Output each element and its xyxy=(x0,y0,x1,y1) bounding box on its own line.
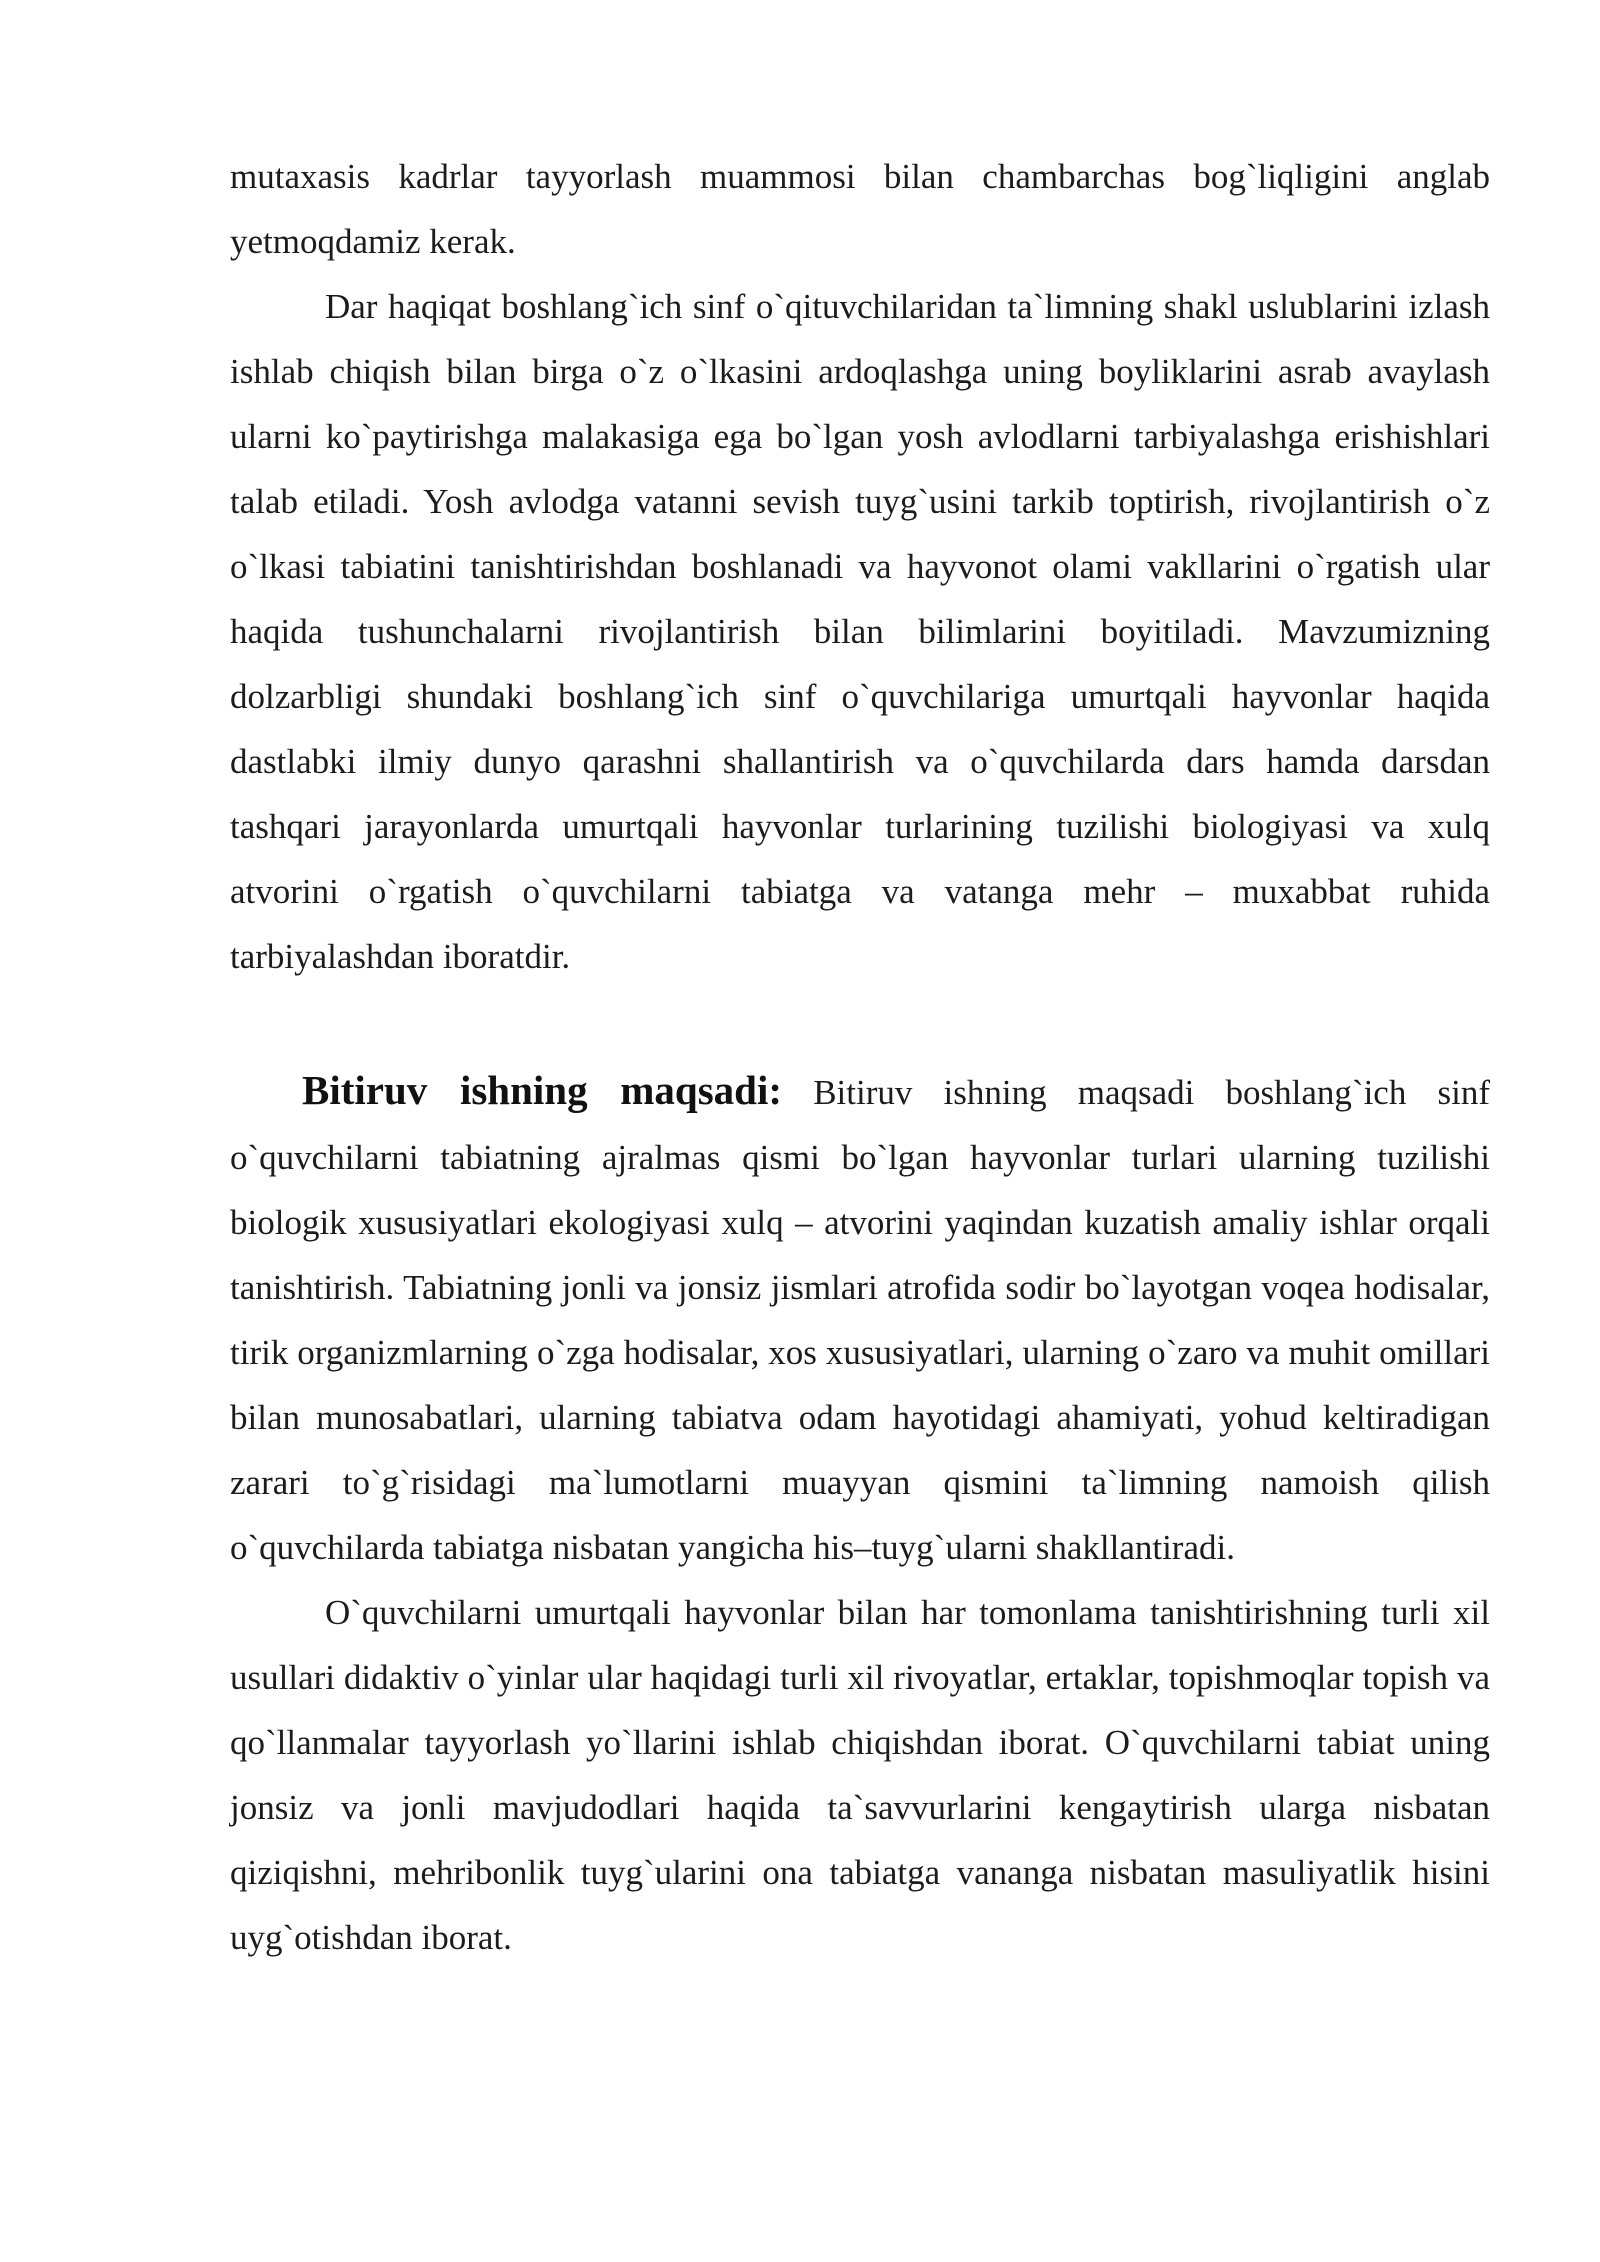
paragraph-relevance: Dar haqiqat boshlang`ich sinf o`qituvchilaridan ta`limning shakl uslublarini izlash ishlab chiqish bilan birga o`z o`lkasini ardoqlashga uning boyliklarini asrab avaylash ularni ko`paytirishga malakasiga ega bo`lgan yosh avlodlarni tarbiyalashga erishishlari talab etiladi. Yosh avlodga vatanni sevish tuyg`usini tarkib toptirish, rivojlantirish o`z o`lkasi tabiatini tanishtirishdan boshlanadi va hayvonot olami vakllarini o`rgatish ular haqida tushunchalarni rivojlantirish bilan bilimlarini boyitiladi. Mavzumizning dolzarbligi shundaki boshlang`ich sinf o`quvchilariga umurtqali hayvonlar haqida dastlabki ilmiy dunyo qarashni shallantirish va o`quvchilarda dars hamda darsdan tashqari jarayonlarda umurtqali hayvonlar turlarining tuzilishi biologiyasi va xulq atvorini o`rgatish o`quvchilarni tabiatga va vatanga mehr – muxabbat ruhida tarbiyalashdan iboratdir. xyxy=(230,287,1490,976)
goal-heading: Bitiruv ishning maqsadi: xyxy=(302,1067,783,1113)
paragraph-methods: O`quvchilarni umurtqali hayvonlar bilan har tomonlama tanishtirishning turli xil usullari didaktiv o`yinlar ular haqidagi turli xil rivoyatlar, ertaklar, topishmoqlar topish va qo`llanmalar tayyorlash yo`llarini ishlab chiqishdan iborat. O`quvchilarni tabiat uning jonsiz va jonli mavjudodlari haqida ta`savvurlarini kengaytirish ularga nisbatan qiziqishni, mehribonlik tuyg`ularini ona tabiatga vananga nisbatan masuliyatlik hisini uyg`otishdan iborat. xyxy=(230,1593,1490,1957)
text-block-bottom xyxy=(230,1058,1490,1970)
goal-paragraph xyxy=(230,1058,1490,1580)
text-block-top xyxy=(230,144,1490,989)
goal-text: Bitiruv ishning maqsadi boshlang`ich sinf o`quvchilarni tabiatning ajralmas qismi bo`lgan hayvonlar turlari ularning tuzilishi biologik xususiyatlari ekologiyasi xulq – atvorini yaqindan kuzatish amaliy ishlar orqali tanishtirish. Tabiatning jonli va jonsiz jismlari atrofida sodir bo`layotgan voqea hodisalar, tirik organizmlarning o`zga hodisalar, xos xususiyatlari, ularning o`zaro va muhit omillari bilan munosabatlari, ularning tabiatva odam hayotidagi ahamiyati, yohud keltiradigan zarari to`g`risidagi ma`lumotlarni muayyan qismini ta`limning namoish qilish o`quvchilarda tabiatga nisbatan yangicha his–tuyg`ularni shakllantiradi. xyxy=(230,1073,1491,1567)
continuation-paragraph: mutaxasis kadrlar tayyorlash muammosi bilan chambarchas bog`liqligini anglab yetmoqdamiz kerak. xyxy=(230,157,1490,261)
